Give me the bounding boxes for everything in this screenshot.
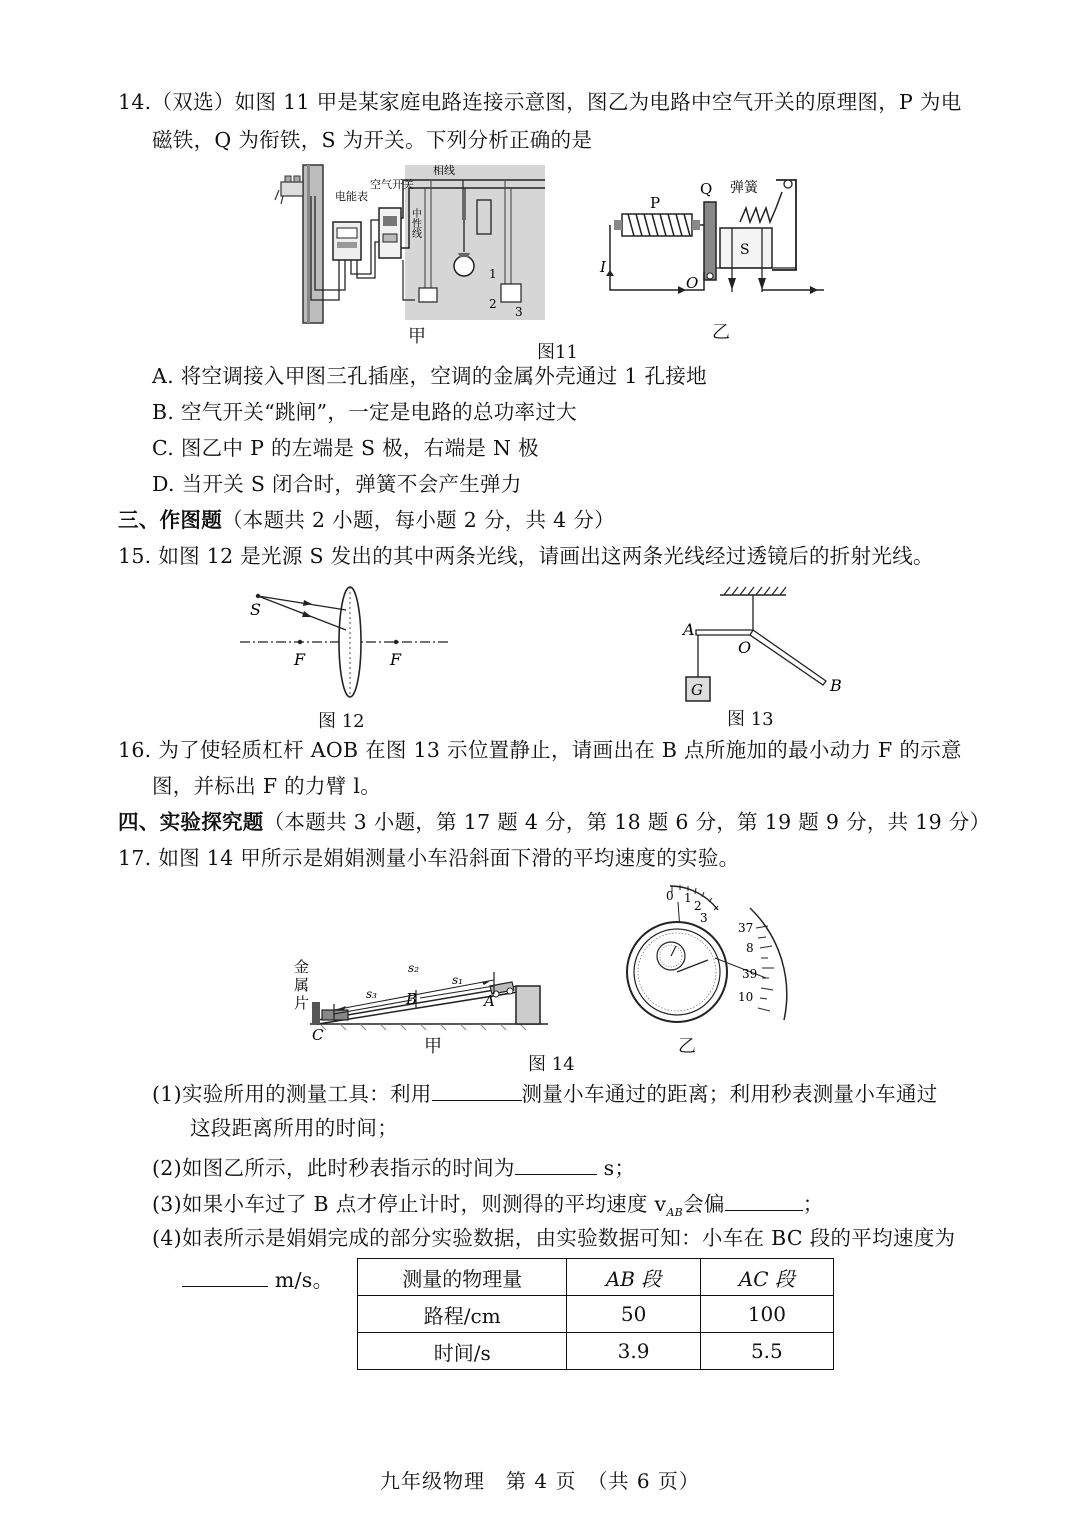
wall bbox=[303, 165, 323, 323]
q14-option-c: C. 图乙中 P 的左端是 S 极，右端是 N 极 bbox=[152, 436, 539, 460]
sec-scale-8: 8 bbox=[746, 941, 754, 955]
label-s3: s₃ bbox=[366, 987, 377, 1001]
section-4-heading: 四、实验探究题（本题共 3 小题，第 17 题 4 分，第 18 题 6 分，第 19 题 9 分，共 19 分） bbox=[118, 810, 991, 834]
min-scale-0: 0 bbox=[666, 889, 674, 903]
table-row bbox=[358, 1296, 834, 1333]
table-cell: 路程/cm bbox=[358, 1296, 567, 1333]
label-a: A bbox=[683, 620, 695, 639]
label-o: O bbox=[686, 274, 699, 292]
fig11-jia-circuit bbox=[275, 160, 550, 325]
spring bbox=[740, 192, 782, 222]
focus-right bbox=[394, 640, 398, 644]
q16-line1: 16. 为了使轻质杠杆 AOB 在图 13 示位置静止，请画出在 B 点所施加的最小动力 F 的示意 bbox=[118, 738, 962, 762]
fig11-yi-breaker bbox=[600, 172, 830, 312]
sec-scale-37: 37 bbox=[738, 921, 754, 935]
air-switch bbox=[379, 208, 401, 258]
label-s: S bbox=[250, 600, 261, 619]
fig14-sub-yi: 乙 bbox=[678, 1036, 696, 1057]
table-header-cell: AB 段 bbox=[567, 1259, 700, 1296]
q17-part1-line2: 这段距离所用的时间； bbox=[190, 1116, 398, 1140]
q17-part4-answer: m/s。 bbox=[182, 1264, 333, 1294]
fig13-caption: 图 13 bbox=[727, 709, 774, 730]
q14-option-a: A. 将空调接入甲图三孔插座，空调的金属外壳通过 1 孔接地 bbox=[152, 364, 707, 388]
table-cell: 50 bbox=[567, 1296, 700, 1333]
label-p: P bbox=[650, 194, 661, 212]
min-scale-3: 3 bbox=[700, 911, 708, 925]
label-s2: s₂ bbox=[408, 961, 419, 975]
table-cell: 3.9 bbox=[567, 1333, 700, 1370]
lever-arm-ob bbox=[750, 630, 826, 685]
q14-line1: 14.（双选）如图 11 甲是某家庭电路连接示意图，图乙为电路中空气开关的原理图，P 为电 bbox=[118, 90, 962, 114]
label-s1: s₁ bbox=[452, 973, 463, 987]
q15-text: 15. 如图 12 是光源 S 发出的其中两条光线，请画出这两条光线经过透镜后的折射光线。 bbox=[118, 544, 934, 568]
answer-blank-4[interactable] bbox=[182, 1264, 268, 1287]
armature-q bbox=[704, 202, 716, 280]
table-cell: 时间/s bbox=[358, 1333, 567, 1370]
label-q: Q bbox=[700, 180, 713, 198]
answer-blank-1[interactable] bbox=[432, 1078, 522, 1101]
label-g: G bbox=[691, 681, 703, 699]
second-scale-zoom bbox=[750, 908, 787, 1020]
label-point-c: C bbox=[312, 1026, 324, 1044]
fig14-sub-jia: 甲 bbox=[424, 1036, 442, 1057]
light-bulb-icon bbox=[454, 256, 474, 276]
section-3-heading: 三、作图题（本题共 2 小题，每小题 2 分，共 4 分） bbox=[118, 508, 615, 532]
label-f-left: F bbox=[294, 650, 306, 669]
label-spring: 弹簧 bbox=[730, 180, 758, 196]
label-breaker: 空气开关 bbox=[370, 178, 414, 191]
page-footer: 九年级物理 第 4 页 （共 6 页） bbox=[380, 1469, 700, 1493]
lever-arm-ao bbox=[696, 630, 753, 635]
table-header-cell: AC 段 bbox=[700, 1259, 833, 1296]
answer-blank-3[interactable] bbox=[725, 1188, 803, 1211]
support-block bbox=[516, 986, 540, 1024]
ray-1 bbox=[258, 596, 346, 610]
q14-line2: 磁铁，Q 为衔铁，S 为开关。下列分析正确的是 bbox=[152, 128, 593, 152]
label-meter: 电能表 bbox=[335, 190, 368, 203]
label-metal-2: 属 bbox=[294, 976, 310, 994]
source-s bbox=[256, 594, 260, 598]
label-current: I bbox=[600, 258, 606, 276]
fig11-sub-yi: 乙 bbox=[712, 322, 730, 343]
fig13-lever bbox=[678, 585, 848, 705]
fig14-jia-incline bbox=[290, 950, 550, 1045]
fig11-caption: 图11 bbox=[537, 342, 578, 363]
ray-2 bbox=[258, 596, 346, 630]
q17-part4: (4)如表所示是娟娟完成的部分实验数据，由实验数据可知：小车在 BC 段的平均速度为 bbox=[152, 1226, 956, 1250]
label-o: O bbox=[738, 638, 752, 657]
sec-scale-10: 10 bbox=[738, 990, 754, 1004]
q17-part1-line1: (1)实验所用的测量工具：利用 测量小车通过的距离；利用秒表测量小车通过 bbox=[152, 1078, 938, 1108]
q17-part3: (3)如果小车过了 B 点才停止计时，则测得的平均速度 $v_{AB}$会偏 ； bbox=[152, 1188, 824, 1227]
label-b: B bbox=[830, 676, 842, 695]
min-scale-2: 2 bbox=[694, 899, 702, 913]
answer-blank-2[interactable] bbox=[515, 1152, 597, 1175]
experiment-data-table bbox=[357, 1258, 834, 1370]
label-neutral: 中性线 bbox=[409, 208, 421, 238]
table-header-cell: 测量的物理量 bbox=[358, 1259, 567, 1296]
q14-option-d: D. 当开关 S 闭合时，弹簧不会产生弹力 bbox=[152, 472, 522, 496]
socket-hole-1: 1 bbox=[489, 267, 497, 281]
table-cell: 100 bbox=[700, 1296, 833, 1333]
label-s: S bbox=[740, 242, 750, 258]
label-live: 相线 bbox=[433, 164, 455, 177]
fig12-caption: 图 12 bbox=[318, 711, 365, 732]
table-row bbox=[358, 1333, 834, 1370]
socket-hole-3: 3 bbox=[515, 305, 523, 319]
label-point-a: A bbox=[484, 992, 495, 1010]
q16-line2: 图，并标出 F 的力臂 l。 bbox=[152, 774, 382, 798]
label-metal-1: 金 bbox=[294, 958, 310, 976]
q14-option-b: B. 空气开关“跳闸”，一定是电路的总功率过大 bbox=[152, 400, 577, 424]
focus-left bbox=[298, 640, 302, 644]
q17-text: 17. 如图 14 甲所示是娟娟测量小车沿斜面下滑的平均速度的实验。 bbox=[118, 846, 740, 870]
min-scale-1: 1 bbox=[684, 891, 692, 905]
fig14-yi-stopwatch bbox=[620, 880, 790, 1030]
q17-part2: (2)如图乙所示，此时秒表指示的时间为 s； bbox=[152, 1152, 635, 1182]
three-hole-socket bbox=[501, 284, 521, 302]
fig12-lens bbox=[238, 585, 450, 705]
metal-plate bbox=[322, 1010, 348, 1020]
fig11-sub-jia: 甲 bbox=[408, 326, 426, 347]
socket-hole-2: 2 bbox=[489, 297, 497, 311]
label-f-right: F bbox=[390, 650, 402, 669]
table-header-row bbox=[358, 1259, 834, 1296]
sec-scale-39: 39 bbox=[742, 967, 758, 981]
label-metal-3: 片 bbox=[294, 994, 310, 1012]
fig14-caption: 图 14 bbox=[528, 1054, 575, 1075]
label-point-b: B bbox=[406, 990, 418, 1008]
table-cell: 5.5 bbox=[700, 1333, 833, 1370]
